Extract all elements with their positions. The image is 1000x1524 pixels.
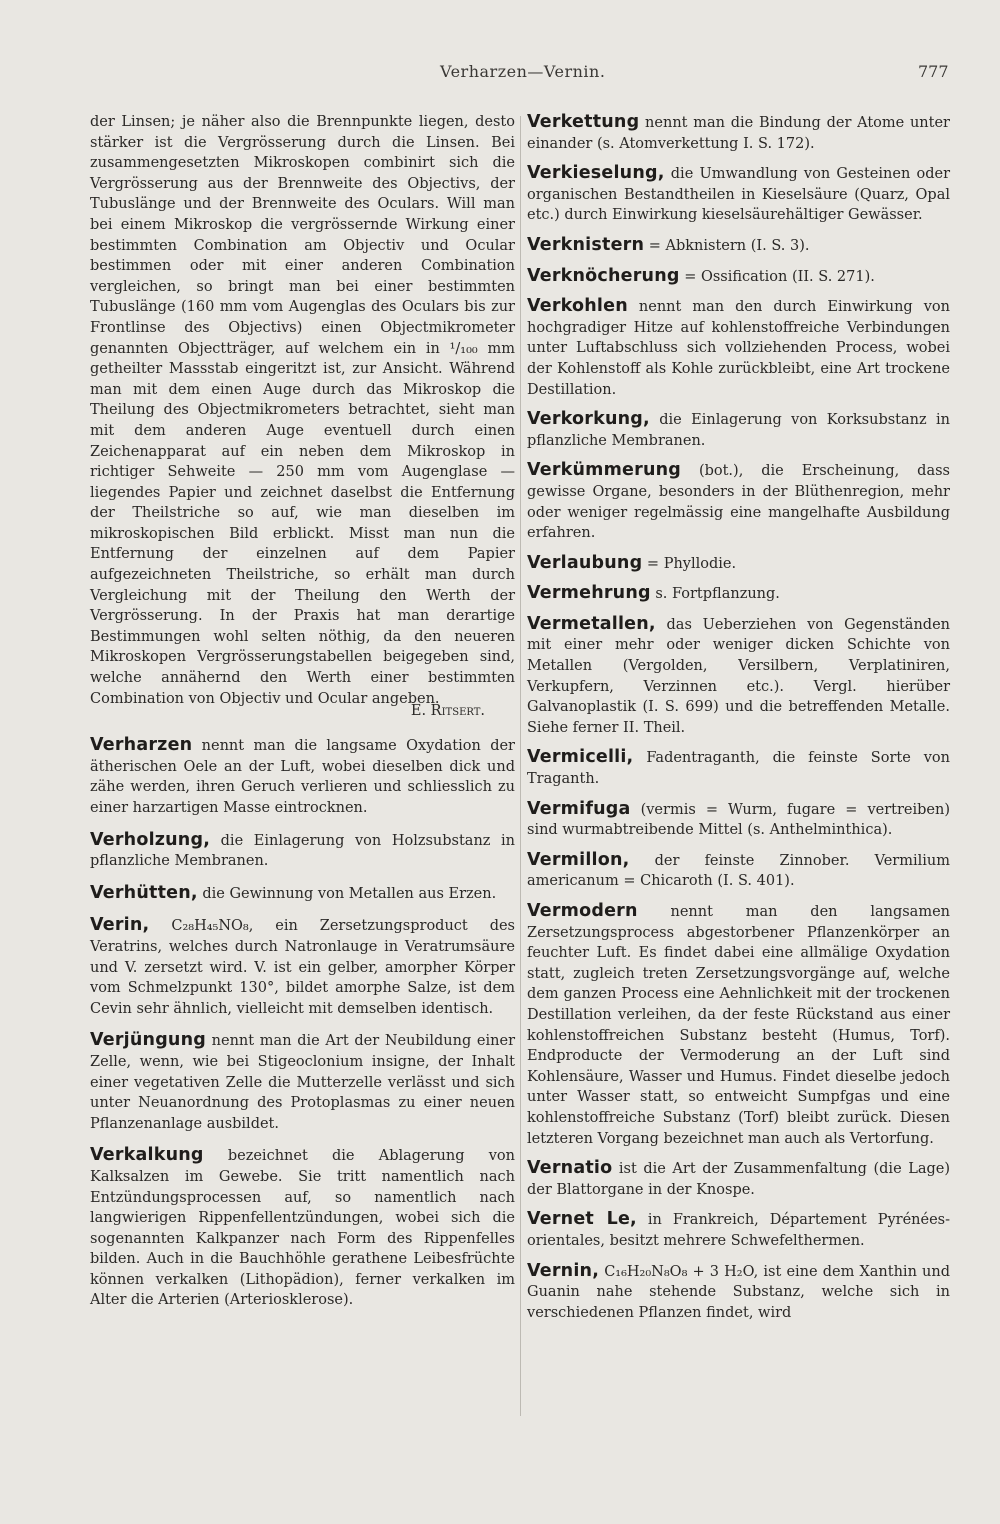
entry-text: = Ossification (II. S. 271). [679,268,875,285]
headword: Verknöcherung [527,265,680,286]
page-number: 777 [918,62,949,81]
entry-verknistern [527,235,950,257]
entry-text: die Gewinnung von Metallen aus Erzen. [197,885,497,902]
spacer [90,721,515,735]
entry-verkieselung [527,163,950,226]
entry-vermillon [527,850,950,892]
entry-text: nennt man die langsame Oxydation der ätherischen Oele an der Luft, wobei dieselben dick und zähe werden, ihren Geruch verlieren und schliesslich zu einer harzartigen Masse eintrocknen. [90,738,515,816]
continuation-text: der Linsen; je näher also die Brennpunkte liegen, desto stärker ist die Vergrösserung durch die Linsen. Bei zusammengesetzten Mikroskopen combinirt sich die Vergrösserung aus der Brennweite des Objectivs, der Tubuslänge und der Brennweite des Oculars. Will man bei einem Mikroskop die vergrössernde Wirkung einer bestimmten Combination am Objectiv und Ocular bestimmen oder mit einer anderen Combination vergleichen, so bringt man bei einer bestimmten Tubuslänge (160 mm vom Augenglas des Oculars bis zur Frontlinse des Objectivs) einen Objectmikrometer genannten Objectträger, auf welchem ein in ¹/₁₀₀ mm getheilter Massstab eingeritzt ist, zur Ansicht. Während man mit dem einen Auge durch das Mikroskop die Theilung des Objectmikrometers betrachtet, sieht man mit dem anderen Auge eventuell durch einen Zeichenapparat auf ein neben dem Mikroskop in richtiger Sehweite — 250 mm vom Augenglase — liegendes Papier und zeichnet daselbst die Entfernung der Theilstriche so auf, wie man dieselben im mikroskopischen Bild erblickt. Misst man nun die Entfernung der einzelnen auf dem Papier aufgezeichneten Theilstriche, so erhält man durch Vergleichung mit der Theilung den Werth der Vergrösserung. In der Praxis hat man derartige Bestimmungen wohl selten nöthig, da den neueren Mikroskopen Vergrösserungstabellen beigegeben sind, welche annähernd den Werth einer bestimmten Combination von Objectiv und Ocular angeben. [90,114,515,707]
entry-text: C₂₈H₄₅NO₈, ein Zersetzungsproduct des Veratrins, welches durch Natronlauge in Veratrumsäure und V. zersetzt wird. V. ist ein gelber, amorpher Körper vom Schmelzpunkt 130°, bildet amorphe Salze, ist dem Cevin sehr ähnlich, vielleicht mit demselben identisch. [90,918,515,1017]
entry-text: die Umwandlung von Gesteinen oder organischen Bestandtheilen in Kieselsäure (Quarz, Opal etc.) durch Einwirkung kieselsäurehältiger Gewässer. [527,166,950,224]
entry-verharzen [90,735,515,818]
entry-vermetallen [527,614,950,739]
entry-vernet-le [527,1209,950,1251]
left-column [90,112,515,1322]
headword: Verkümmerung [527,460,681,481]
entry-vermifuga [527,799,950,841]
entry-text: die Einlagerung von Korksubstanz in pflanzliche Membranen. [527,412,950,449]
entry-text: die Einlagerung von Holzsubstanz in pflanzliche Membranen. [90,832,515,870]
entry-text: ist die Art der Zusammenfaltung (die Lage) der Blattorgane in der Knospe. [527,1161,950,1198]
entry-verkohlen [527,296,950,400]
entry-text: = Abknistern (I. S. 3). [644,237,810,254]
entry-verkalkung [90,1145,515,1311]
headword: Vernatio [527,1158,613,1179]
headword: Vermillon, [527,849,630,870]
entry-text: der feinste Zinnober. Vermilium americanum = Chicaroth (I. S. 401). [527,852,950,890]
entry-verkuemmerung [527,460,950,543]
entry-vermehrung [527,583,950,605]
entry-verholzung [90,830,515,872]
headword: Verharzen [90,735,193,756]
headword: Vernet Le, [527,1209,637,1230]
entry-verin [90,915,515,1019]
headword: Verkettung [527,112,640,132]
entry-text: in Frankreich, Département Pyrénées-orientales, besitzt mehrere Schwefelthermen. [527,1212,950,1249]
entry-text: nennt man die Art der Neubildung einer Zelle, wenn, wie bei Stigeoclonium insigne, der Inhalt einer vegetativen Zelle die Mutterzelle verlässt und sich unter Neuanordnung des Protoplasmas zu einer neuen Pflanzenanlage ausbildet. [90,1033,515,1132]
entry-text: (bot.), die Erscheinung, dass gewisse Organe, besonders in der Blüthenregion, mehr oder weniger regelmässig eine mangelhafte Ausbildung erfahren. [527,463,950,542]
entry-verkettung [527,112,950,154]
continuation-paragraph [90,112,515,709]
entry-text: = Phyllodie. [642,555,737,572]
entry-vermicelli [527,747,950,789]
headword: Vermicelli, [527,747,634,768]
column-divider [520,116,521,1416]
headword: Verkohlen [527,296,628,317]
entry-vernatio [527,1158,950,1200]
entry-vermodern [527,901,950,1149]
entry-text: C₁₆H₂₀N₈O₈ + 3 H₂O, ist eine dem Xanthin und Guanin nahe stehende Substanz, welche sich in verschiedenen Pflanzen findet, wird [527,1263,950,1321]
entry-text: nennt man den durch Einwirkung von hochgradiger Hitze auf kohlenstoffreiche Verbindungen unter Luftabschluss sich vollziehenden Process, wobei der Kohlenstoff als Kohle zurückbleibt, eine Art trockene Destillation. [527,299,950,398]
right-column [527,112,950,1332]
entry-text: das Ueberziehen von Gegenständen mit einer mehr oder weniger dicken Schichte von Metallen (Vergolden, Versilbern, Verplatiniren, Verkupfern, Verzinnen etc.). Vergl. hierüber Galvanoplastik (I. S. 699) und die betreffenden Metalle. Siehe ferner II. Theil. [527,616,950,736]
entry-verlaubung [527,553,950,575]
headword: Verknistern [527,234,645,255]
headword: Vermodern [527,901,638,921]
headword: Verholzung, [90,829,211,850]
entry-text: (vermis = Wurm, fugare = vertreiben) sind wurmabtreibende Mittel (s. Anthelminthica). [527,801,950,839]
entry-verhuetten [90,883,515,905]
entry-text: Fadentraganth, die feinste Sorte von Traganth. [527,750,950,788]
author-signature: E. Ritsert. [410,702,485,719]
headword: Verkorkung, [527,409,650,430]
entry-verkorkung [527,409,950,451]
headword: Verlaubung [527,552,643,573]
entry-text: nennt man den langsamen Zersetzungsprocess abgestorbener Pflanzenkörper an feuchter Luft. Es findet dabei eine allmälige Oxydation statt, zugleich treten Zersetzungsvorgänge auf, welche dem ganzen Process eine Aehnlichkeit mit der trockenen Destillation verleihen, da der feste Rückstand aus einer kohlenstoffreichen Substanz besteht (Humus, Torf). Endproducte der Vermoderung an der Luft sind Kohlensäure, Wasser und Humus. Findet dieselbe jedoch unter Wasser statt, so entweicht Sumpfgas und eine kohlenstoffreiche Substanz (Torf) bleibt zurück. Diesen letzteren Vorgang bezeichnet man auch als Vertorfung. [527,904,950,1147]
headword: Vermetallen, [527,613,656,634]
entry-text: nennt man die Bindung der Atome unter einander (s. Atomverkettung I. S. 172). [527,115,950,152]
running-head: Verharzen—Vernin. [440,62,606,81]
headword: Vermifuga [527,798,631,819]
headword: Verin, [90,915,150,936]
headword: Verkieselung, [527,163,665,184]
entry-verjuengung [90,1030,515,1134]
entry-text: bezeichnet die Ablagerung von Kalksalzen im Gewebe. Sie tritt namentlich nach Entzündungsprocessen auf, so namentlich nach langwierigen Rippenfellentzündungen, wobei sich die sogenannten Kalkpanzer nach Form des Rippenfelles bilden. Auch in die Bauchhöhle gerathene Leibesfrüchte können verkalken (Lithopädion), ferner verkalken im Alter die Arterien (Arteriosklerose). [90,1148,515,1309]
entry-vernin [527,1261,950,1324]
entry-verknoecherung [527,266,950,288]
headword: Vermehrung [527,583,651,604]
headword: Verhütten, [90,882,198,903]
headword: Verjüngung [90,1030,206,1051]
headword: Vernin, [527,1260,600,1281]
entry-text: s. Fortpflanzung. [650,586,780,603]
headword: Verkalkung [90,1145,204,1166]
